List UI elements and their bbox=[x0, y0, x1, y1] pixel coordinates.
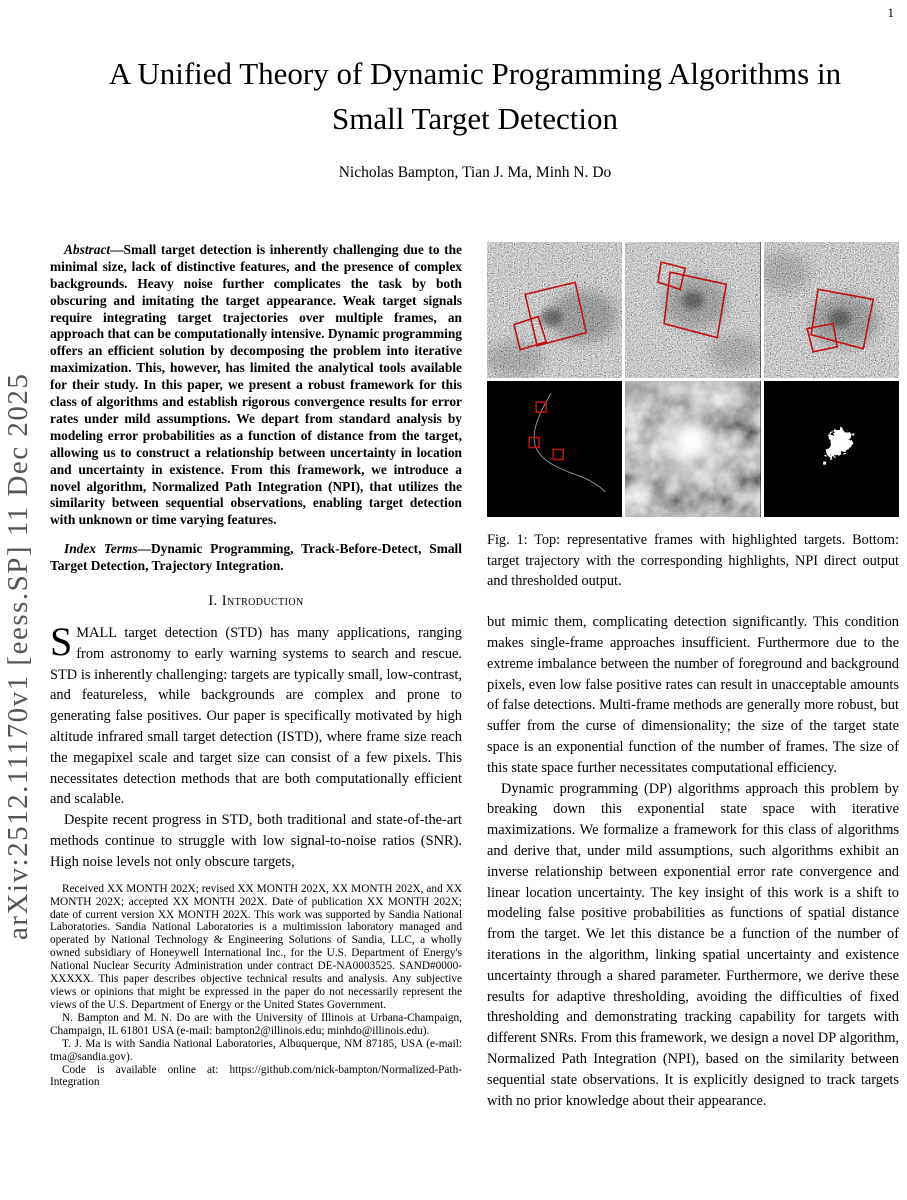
index-terms-text: —Dynamic Programming, Track-Before-Detect, Small Target Detection, Trajectory Integration. bbox=[50, 541, 463, 574]
figure-thresholded-output-image bbox=[764, 381, 899, 517]
intro-paragraph-2: Despite recent progress in STD, both traditional and state-of-the-art methods continue to struggle with low signal-to-noise ratios (SNR). High noise levels not only obscure targets, bbox=[50, 812, 462, 870]
drop-cap: S bbox=[50, 619, 73, 665]
footnote-funding: Received XX MONTH 202X; revised XX MONTH 202X, XX MONTH 202X, and XX MONTH 202X; accepted XX MONTH 202X. Date of publication XX MONTH 202X; date of current version XX MONTH 202X. This work was supported by Sandia National Laboratories. Sandia National Laboratories is a multimission laboratory managed and operated by National Technology & Engineering Solutions of Sandia, LLC, a wholly owned subsidiary of Honeywell International Inc., for the U.S. Department of Energy's National Nuclear Security Administration under contract DE-NA0003525. SAND#0000-XXXXX. This paper describes objective technical results and analysis. Any subjective views or opinions that might be expressed in the paper do not necessarily represent the views of the U.S. Department of Energy or the United States Government. bbox=[50, 882, 462, 1011]
intro-paragraph-1-text: MALL target detection (STD) has many applications, ranging from astronomy to early warning systems to search and rescue. STD is inherently challenging: targets are typically small, low-contrast, and featureless, while backgrounds are complex and prone to generating false positives. Our paper is specifically motivated by high altitude infrared small target detection (ISTD), where frame size reach the megapixel scale and target size can consist of a few pixels. This necessitates detection methods that are both computationally efficient and scalable. bbox=[50, 625, 462, 808]
figure-1-caption: Fig. 1: Top: representative frames with highlighted targets. Bottom: target trajectory with the corresponding highlights, NPI direct output and thresholded output. bbox=[487, 531, 899, 590]
abstract-paragraph bbox=[50, 242, 462, 529]
npi-blob-core bbox=[675, 425, 707, 457]
page-number: 1 bbox=[887, 5, 894, 20]
paper-title: A Unified Theory of Dynamic Programming Algorithms in Small Target Detection bbox=[108, 56, 842, 136]
abstract-label: Abstract bbox=[64, 241, 111, 257]
paper-content bbox=[50, 28, 900, 1111]
figure-1-grid bbox=[487, 242, 899, 517]
two-column-body bbox=[50, 242, 900, 1112]
section-number: I. bbox=[208, 593, 218, 610]
section-heading-introduction bbox=[50, 593, 462, 610]
figure-npi-output-image bbox=[625, 381, 760, 517]
footnote-code-link: Code is available online at: https://github.com/nick-bampton/Normalized-Path-Integration bbox=[50, 1063, 462, 1089]
body-paragraph-dp: Dynamic programming (DP) algorithms approach this problem by breaking down this exponential state space with iterative maximizations. We formalize a framework for this class of algorithms and derive that, under mild assumptions, such algorithms exhibit an inverse relationship between exponential error rate convergence and linear location uncertainty. The key insight of this work is a shift to modeling false positive probabilities as functions of spatial distance from the target. We let this distance be a function of the number of iterations in the algorithm, linking spatial uncertainty and existence uncertainty through a shared parameter. Furthermore, we derive these results for adaptive thresholding, avoiding the difficulties of fixed thresholding and demonstrating tracking capability for targets with different SNRs. From this framework, we design a novel DP algorithm, Normalized Path Integration (NPI), based on the similarity between sequential state observations. It is explicitly designed to track targets with no prior knowledge about their appearance. bbox=[487, 780, 899, 1109]
figure-trajectory-image bbox=[487, 381, 622, 517]
figure-frame-3-image bbox=[764, 242, 899, 378]
index-terms-paragraph bbox=[50, 541, 462, 575]
author-list: Nicholas Bampton, Tian J. Ma, Minh N. Do bbox=[338, 163, 612, 181]
left-column bbox=[50, 242, 462, 1112]
section-title: Introduction bbox=[221, 593, 304, 610]
abstract-text: —Small target detection is inherently challenging due to the minimal size, lack of distinctive features, and the presence of complex backgrounds. Heavy noise further complicates the task by both obscuring and imitating the target appearance. Weak target signals require integrating target trajectories over multiple frames, an approach that can be computationally intensive. Dynamic programming offers an efficient solution by decomposing the problem into iterative maximization. This, however, has limited the analytical tools available for their study. In this paper, we present a robust framework for this class of algorithms and establish rigorous convergence results for error rates under mild assumptions. We depart from standard analysis by modeling error probabilities as a function of distance from the target, allowing us to construct a relationship between uncertainty in location and uncertainty in existence. From this framework, we introduce a novel algorithm, Normalized Path Integration (NPI), that utilizes the similarity between sequential observations, enabling target detection with unknown or time varying features. bbox=[50, 241, 462, 528]
footnote-affiliation-2: T. J. Ma is with Sandia National Laboratories, Albuquerque, NM 87185, USA (e-mail: tma@sandia.gov). bbox=[50, 1037, 462, 1063]
figure-frame-2-image bbox=[625, 242, 760, 378]
figure-frame-1-image bbox=[487, 242, 622, 378]
right-column bbox=[487, 242, 899, 1112]
body-paragraph-continuation: but mimic them, complicating detection significantly. This condition makes single-frame approaches insufficient. Furthermore due to the extreme imbalance between the number of foreground and background pixels, even low false positive rates can result in unacceptable amounts of false detections. Multi-frame methods are generally more robust, but suffer from the curse of dimensionality; the size of the target state space is an exponential function of the number of frames. The size of this state space further necessitates computational efficiency. bbox=[487, 614, 899, 776]
footnote-block bbox=[50, 883, 462, 1090]
footnote-affiliation-1: N. Bampton and M. N. Do are with the University of Illinois at Urbana-Champaign, Champaign, IL 61801 USA (e-mail: bampton2@illinois.edu; minhdo@illinois.edu). bbox=[50, 1011, 462, 1037]
index-terms-label: Index Terms bbox=[64, 541, 138, 557]
figure-1 bbox=[487, 242, 899, 592]
arxiv-stamp: arXiv:2512.11170v1 [eess.SP] 11 Dec 2025 bbox=[2, 372, 34, 940]
intro-paragraph-1 bbox=[50, 619, 462, 810]
